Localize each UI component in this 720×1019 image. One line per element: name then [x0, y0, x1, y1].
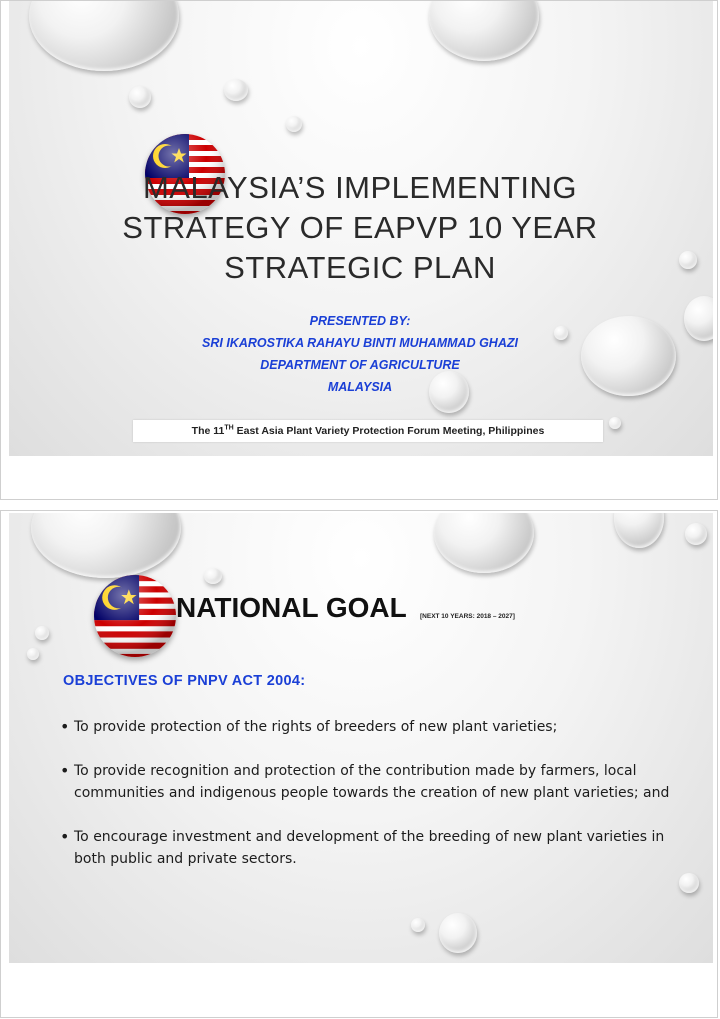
water-drop-decoration	[429, 1, 539, 61]
title-line: STRATEGIC PLAN	[224, 250, 496, 285]
department-name: DEPARTMENT OF AGRICULTURE	[260, 358, 460, 372]
water-drop-decoration	[411, 918, 425, 932]
water-drop-decoration	[29, 1, 179, 71]
list-item: • To provide protection of the rights of breeders of new plant varieties;	[60, 716, 680, 738]
water-drop-decoration	[679, 873, 699, 893]
water-drop-decoration	[609, 417, 621, 429]
water-drop-decoration	[434, 513, 534, 573]
presented-by-label: PRESENTED BY:	[309, 314, 411, 328]
slide-title: NATIONAL GOAL	[176, 592, 407, 623]
event-footer	[133, 420, 603, 442]
water-drop-decoration	[129, 86, 151, 108]
footer-prefix: The 11	[191, 425, 225, 437]
footer-suffix: East Asia Plant Variety Protection Forum Meeting, Philippines	[233, 425, 545, 437]
water-drop-decoration	[204, 568, 222, 584]
footer-superscript: TH	[224, 424, 234, 432]
list-item: • To provide recognition and protection of the contribution made by farmers, local communities and indigenous people towards the creation of new plant varieties; and	[60, 760, 680, 804]
malaysia-flag-icon	[94, 575, 176, 657]
water-drop-decoration	[224, 79, 248, 101]
list-item: • To encourage investment and development of the breeding of new plant varieties in both public and private sectors.	[60, 826, 680, 870]
water-drop-decoration	[439, 913, 477, 953]
water-drop-decoration	[31, 513, 181, 578]
objectives-list	[60, 716, 680, 892]
slide-title	[60, 168, 660, 288]
title-line: MALAYSIA’S IMPLEMENTING	[142, 170, 578, 205]
title-line: STRATEGY OF EAPVP 10 YEAR	[122, 210, 598, 245]
objectives-heading: OBJECTIVES OF PNPV ACT 2004:	[63, 673, 306, 689]
title-period-note: [NEXT 10 YEARS: 2018 – 2027]	[420, 613, 515, 620]
water-drop-decoration	[35, 626, 49, 640]
presenter-block	[60, 310, 660, 398]
water-drop-decoration	[27, 648, 39, 660]
water-drop-decoration	[614, 513, 664, 548]
water-drop-decoration	[286, 116, 302, 132]
water-drop-decoration	[685, 523, 707, 545]
water-drop-decoration	[684, 296, 713, 341]
country-name: MALAYSIA	[327, 380, 393, 394]
water-drop-decoration	[679, 251, 697, 269]
presenter-name: SRI IKAROSTIKA RAHAYU BINTI MUHAMMAD GHAZI	[202, 336, 518, 350]
